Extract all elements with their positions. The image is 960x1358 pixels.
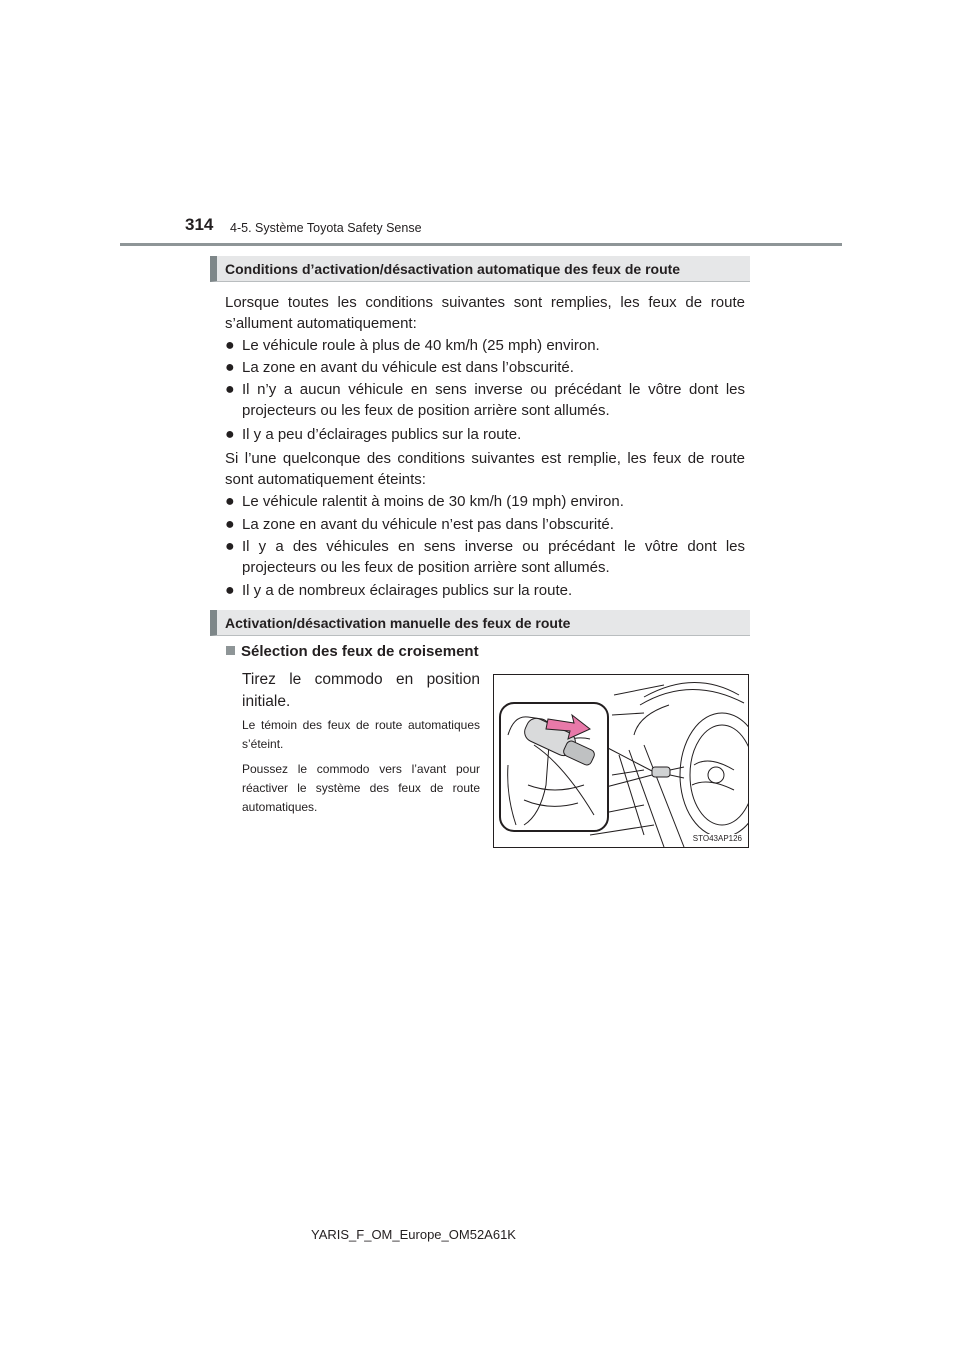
list-item-text: Le véhicule ralentit à moins de 30 km/h (19 mph) environ.: [242, 493, 624, 510]
page-number: 314: [185, 215, 214, 234]
bullet-icon: ●: [225, 582, 235, 599]
list-item: [225, 580, 745, 601]
list-item-text: La zone en avant du véhicule est dans l’obscurité.: [242, 359, 574, 376]
instruction-text: Tirez le commodo en position initiale.: [242, 671, 480, 710]
section-title: 4-5. Système Toyota Safety Sense: [230, 221, 422, 235]
note-reactivate: Poussez le commodo vers l’avant pour réactiver le système des feux de route automatiques.: [242, 762, 480, 814]
header-rule: [120, 243, 842, 246]
list-item-text: Il n’y a aucun véhicule en sens inverse ou précédant le vôtre dont les projecteurs ou les feux de position arrière sont allumés.: [242, 381, 745, 419]
square-bullet-icon: [226, 646, 235, 655]
figure-code: STO43AP126: [692, 834, 742, 843]
list-item: [225, 514, 745, 535]
lever-illustration: [493, 674, 749, 848]
bullet-icon: ●: [225, 359, 235, 376]
list-item: [225, 536, 745, 578]
list-item-text: Il y a de nombreux éclairages publics sur la route.: [242, 582, 573, 599]
list-item: [225, 491, 745, 512]
note-indicator-off: Le témoin des feux de route automatiques s’éteint.: [242, 718, 480, 751]
list-item: [225, 379, 745, 421]
list-item-text: Il y a des véhicules en sens inverse ou précédant le vôtre dont les projecteurs ou les feux de position arrière sont allumés.: [242, 538, 745, 576]
list-item: [225, 424, 745, 445]
bullet-icon: ●: [225, 538, 235, 555]
section-heading-manual: [210, 610, 750, 636]
bullet-icon: ●: [225, 493, 235, 510]
list-item: [225, 357, 745, 378]
intro-deactivation: Si l’une quelconque des conditions suivantes est remplie, les feux de route sont automatiquement éteints:: [225, 450, 745, 488]
lever-drawing: [494, 675, 748, 847]
bullet-icon: ●: [225, 516, 235, 533]
bullet-icon: ●: [225, 381, 235, 398]
list-item-text: Il y a peu d’éclairages publics sur la route.: [242, 426, 522, 443]
bullet-icon: ●: [225, 337, 235, 354]
subheading-text: Sélection des feux de croisement: [241, 643, 479, 660]
list-item-text: La zone en avant du véhicule n’est pas dans l’obscurité.: [242, 516, 614, 533]
intro-activation: Lorsque toutes les conditions suivantes sont remplies, les feux de route s’allument automatiquement:: [225, 294, 745, 332]
subheading: [226, 643, 479, 660]
bullet-icon: ●: [225, 426, 235, 443]
section-heading-auto-text: Conditions d’activation/désactivation automatique des feux de route: [225, 261, 681, 277]
section-heading-manual-text: Activation/désactivation manuelle des feux de route: [225, 615, 571, 631]
list-item-text: Le véhicule roule à plus de 40 km/h (25 mph) environ.: [242, 337, 600, 354]
section-heading-auto: [210, 256, 750, 282]
list-item: [225, 335, 745, 356]
document-id: YARIS_F_OM_Europe_OM52A61K: [311, 1227, 516, 1242]
